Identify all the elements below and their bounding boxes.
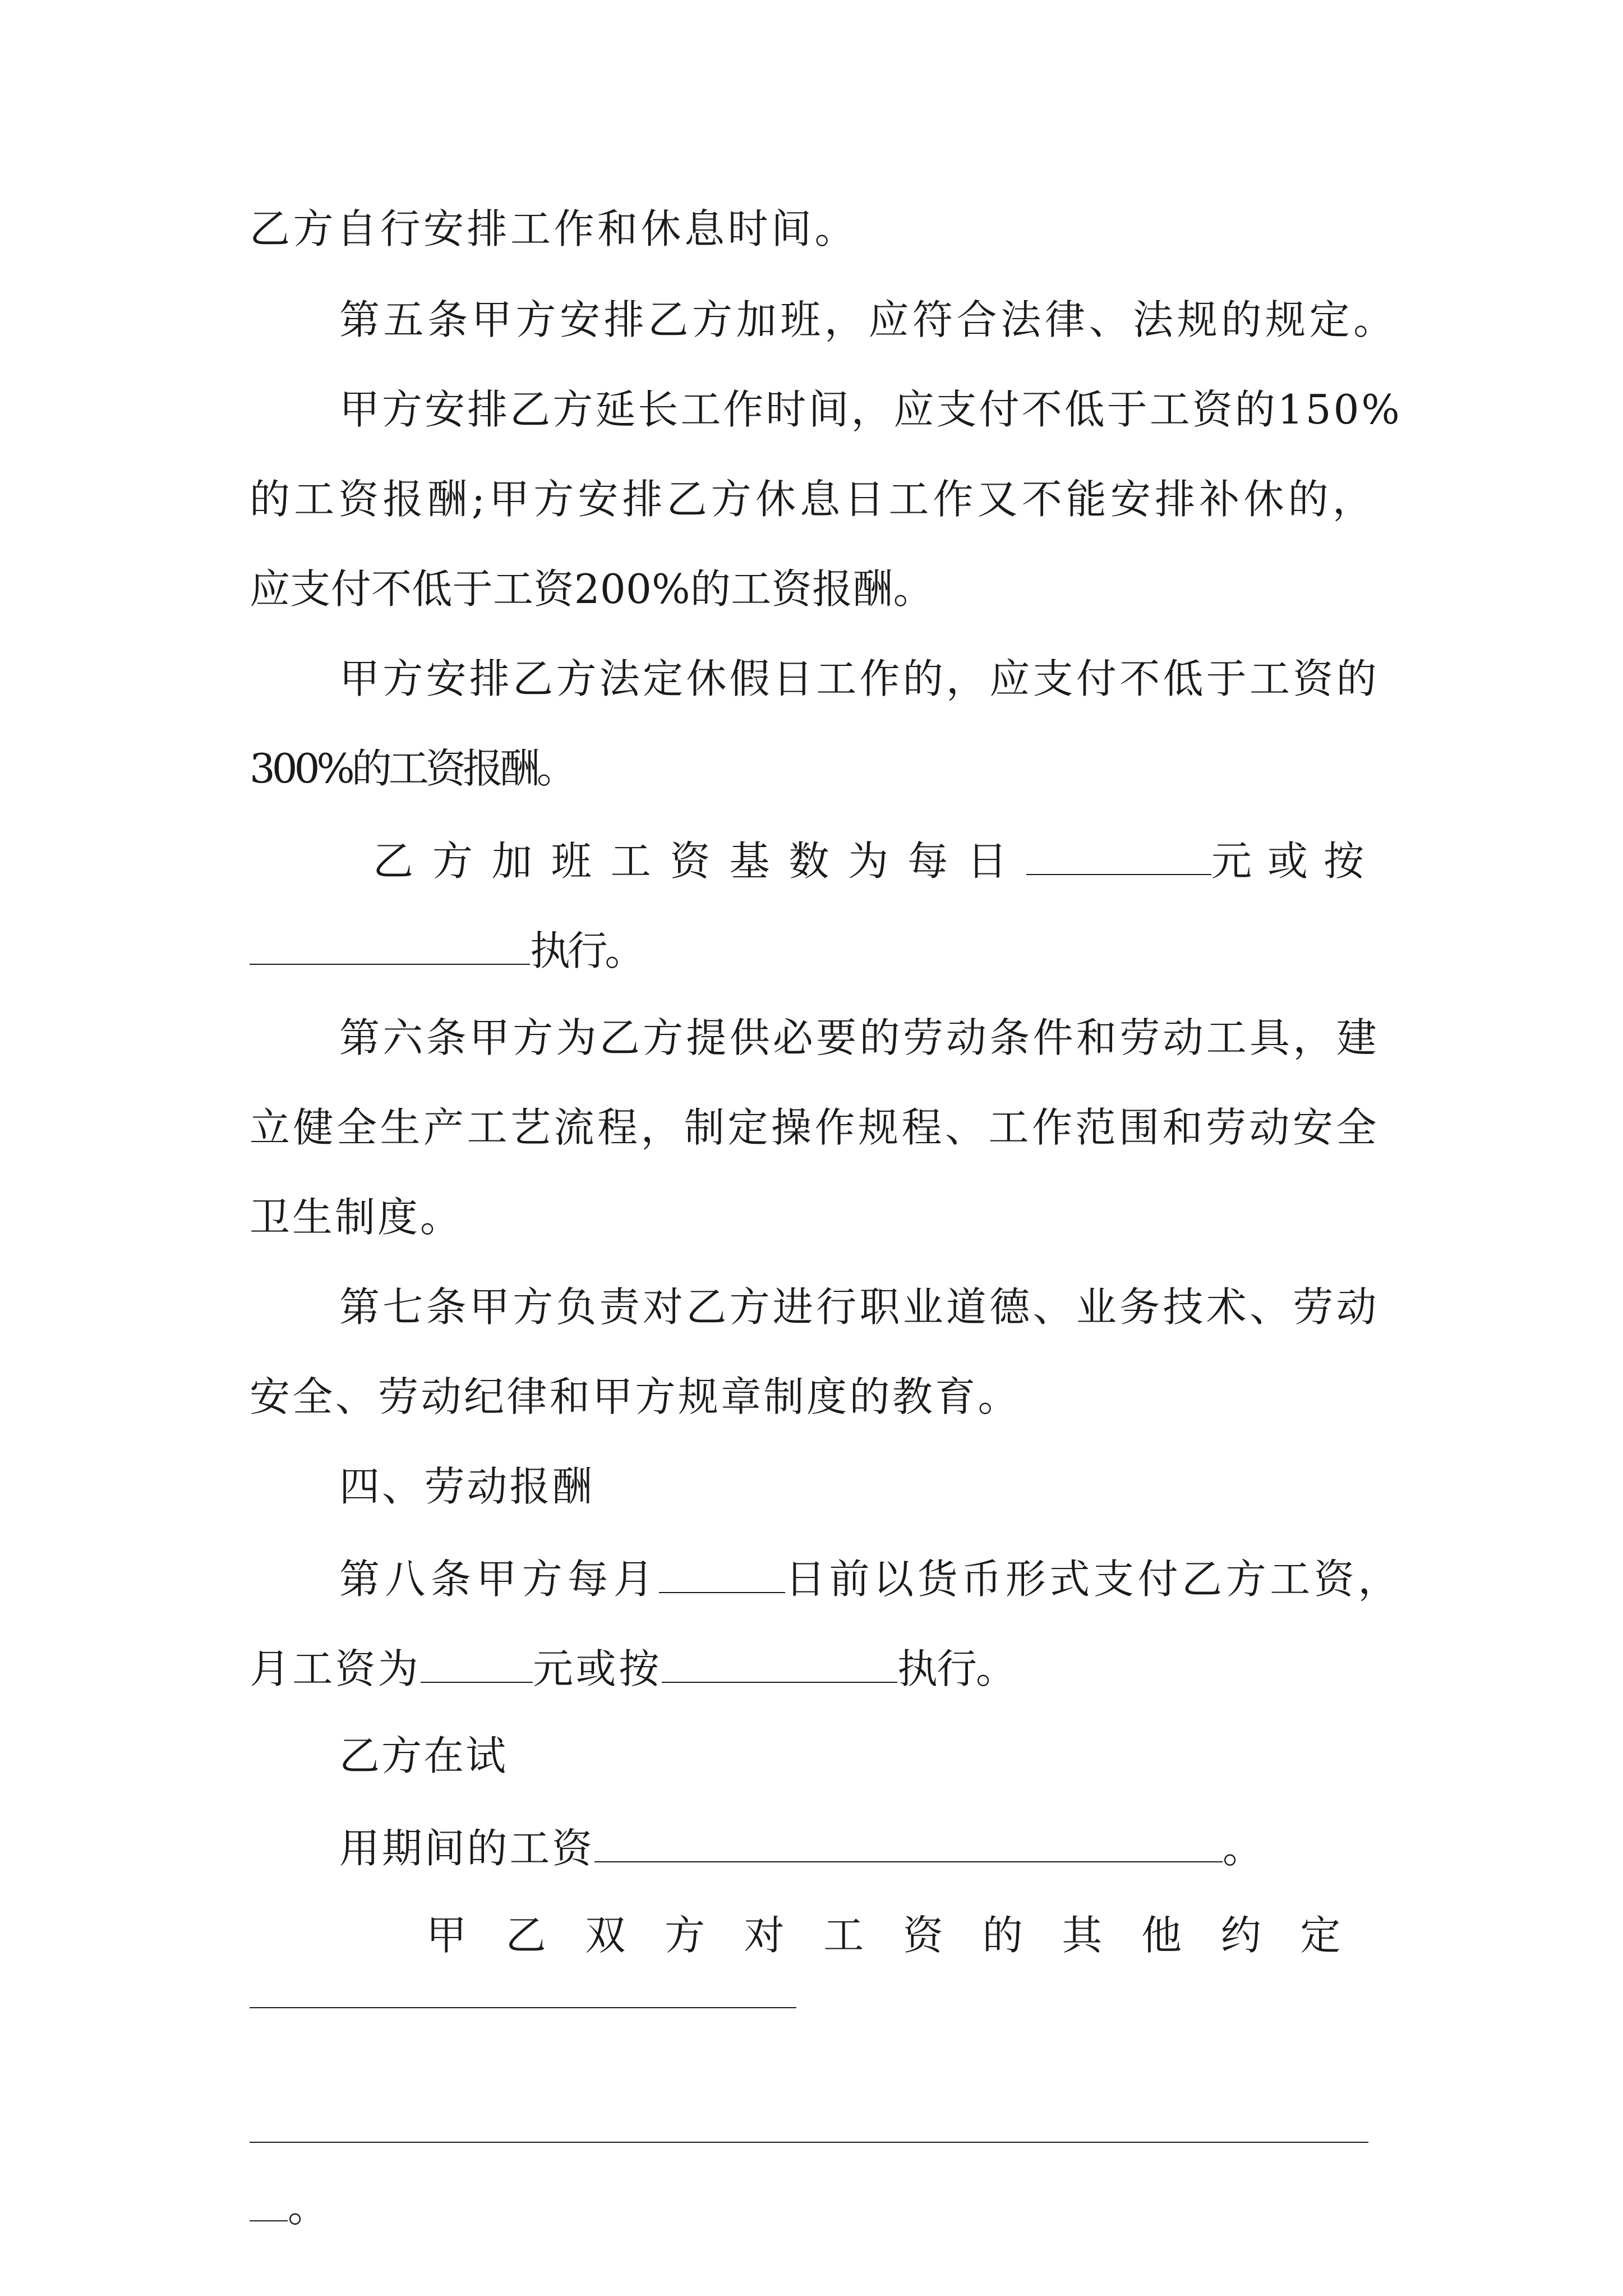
line-text: 执行。 <box>897 1645 1015 1692</box>
line-text: 。 <box>288 2184 325 2231</box>
line-text: 月工资为 <box>250 1645 421 1692</box>
text-line: 卫生制度。 <box>250 1194 463 1241</box>
blank-pay-day <box>659 1548 785 1593</box>
text-line: 立健全生产工艺流程，制定操作规程、工作范围和劳动安全 <box>250 1104 1380 1151</box>
blank-monthly-wage <box>421 1638 533 1683</box>
text-line: 安全、劳动纪律和甲方规章制度的教育。 <box>250 1373 1021 1420</box>
blank-other-agreement-line-1 <box>250 2007 796 2008</box>
line-text: 乙方加班工资基数为每日 <box>373 838 1027 885</box>
text-line: 甲方安排乙方法定休假日工作的，应支付不低于工资的 <box>339 655 1380 702</box>
blank-other-agreement-tail <box>250 2177 288 2221</box>
blank-overtime-basis <box>250 920 530 965</box>
text-line: 300%的工资报酬。 <box>250 745 574 792</box>
text-line: 第六条甲方为乙方提供必要的劳动条件和劳动工具，建 <box>339 1014 1380 1061</box>
blank-other-agreement-line-2 <box>250 2142 1368 2143</box>
line-text: 第八条甲方每月 <box>339 1556 660 1603</box>
text-line <box>339 1548 1402 1604</box>
text-line <box>250 1638 1015 1694</box>
text-line <box>250 920 642 976</box>
text-line: 甲方安排乙方延长工作时间，应支付不低于工资的150% <box>339 386 1402 433</box>
line-text: 执行。 <box>530 927 642 974</box>
line-text: 元或按 <box>1211 838 1380 885</box>
blank-wage-basis <box>662 1638 897 1683</box>
text-line: 甲乙双方对工资的其他约定 <box>426 1912 1380 1959</box>
text-line <box>339 1818 1260 1874</box>
text-line: 应支付不低于工资200%的工资报酬。 <box>250 565 934 613</box>
line-text: 用期间的工资 <box>339 1825 594 1872</box>
line-text: 元或按 <box>533 1645 662 1692</box>
text-line: 第七条甲方负责对乙方进行职业道德、业务技术、劳动 <box>339 1283 1380 1331</box>
text-line: 乙方在试 <box>339 1732 508 1779</box>
line-text: 日前以货币形式支付乙方工资， <box>785 1556 1402 1603</box>
line-text: 。 <box>1222 1825 1260 1872</box>
section-heading: 四、劳动报酬 <box>339 1463 594 1510</box>
blank-daily-overtime-base <box>1026 830 1211 875</box>
blank-probation-wage <box>594 1818 1223 1862</box>
text-line: 第五条甲方安排乙方加班，应符合法律、法规的规定。 <box>339 296 1398 343</box>
text-line <box>373 830 1380 886</box>
text-line: 的工资报酬;甲方安排乙方休息日工作又不能安排补休的， <box>250 476 1377 523</box>
text-line <box>250 2177 325 2233</box>
text-line: 乙方自行安排工作和休息时间。 <box>250 205 859 252</box>
